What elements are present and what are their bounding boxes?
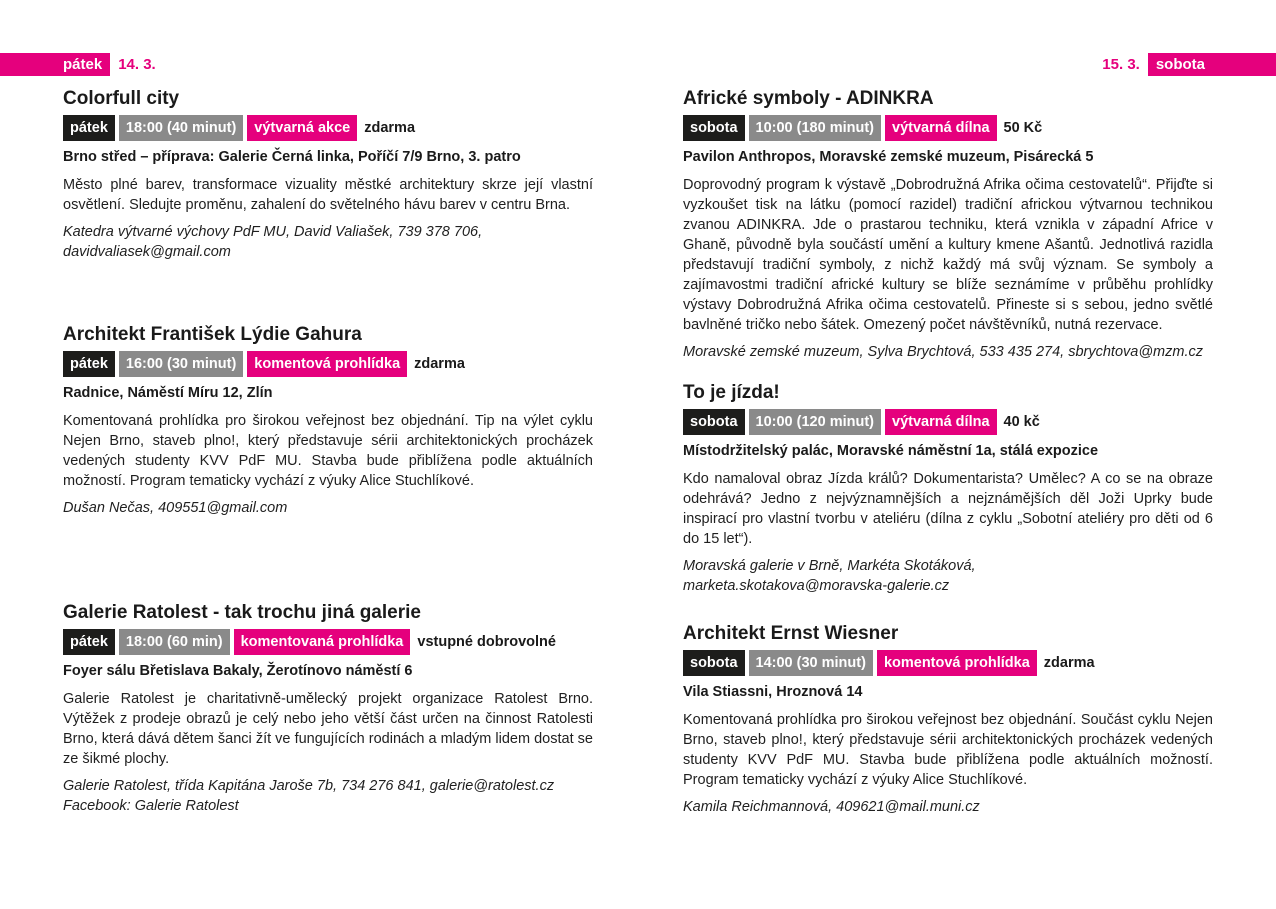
contact-line[interactable]: Dušan Nečas, 409551@gmail.com bbox=[63, 500, 288, 516]
right-date-label: 15. 3. bbox=[1102, 56, 1140, 73]
event-to-je-jizda bbox=[683, 380, 1213, 596]
type-tag: komentovaná prohlídka bbox=[234, 629, 411, 655]
contact-email[interactable]: davidvaliasek@gmail.com bbox=[63, 244, 231, 260]
price-label: vstupné dobrovolné bbox=[417, 634, 556, 650]
event-tags bbox=[683, 409, 1213, 435]
type-tag: výtvarná dílna bbox=[885, 115, 997, 141]
event-title: Galerie Ratolest - tak trochu jiná galerie bbox=[63, 602, 421, 623]
event-place: Místodržitelský palác, Moravské náměstní 1a, stálá expozice bbox=[683, 443, 1099, 459]
event-description: Galerie Ratolest je charitativně-umělecký projekt organizace Ratolest Brno. Výtěžek z prodeje obrazů je celý nebo jeho větší část určen na činnost Ratolesti Brno, která dává dětem šanci žít ve fungujících rodinách a mladým lidem dostat se ze šikmé plochy. bbox=[63, 691, 593, 767]
event-contact bbox=[683, 342, 1213, 362]
left-page-header bbox=[0, 53, 164, 76]
event-tags bbox=[63, 115, 593, 141]
type-tag: komentová prohlídka bbox=[877, 650, 1037, 676]
day-tag: sobota bbox=[683, 409, 745, 435]
type-tag: výtvarná akce bbox=[247, 115, 357, 141]
event-contact bbox=[63, 776, 593, 816]
price-label: zdarma bbox=[1043, 655, 1095, 671]
time-tag: 18:00 (60 min) bbox=[119, 629, 230, 655]
time-tag: 10:00 (120 minut) bbox=[749, 409, 881, 435]
day-tag: pátek bbox=[63, 115, 115, 141]
time-tag: 14:00 (30 minut) bbox=[749, 650, 873, 676]
price-label: 40 kč bbox=[1003, 414, 1040, 430]
day-tag: pátek bbox=[63, 629, 115, 655]
event-place: Brno střed – příprava: Galerie Černá linka, Poříčí 7/9 Brno, 3. patro bbox=[63, 149, 521, 165]
event-place: Radnice, Náměstí Míru 12, Zlín bbox=[63, 385, 273, 401]
right-day-label: sobota bbox=[1148, 53, 1276, 76]
price-label: 50 Kč bbox=[1003, 120, 1043, 136]
event-title: Architekt Ernst Wiesner bbox=[683, 623, 899, 644]
event-place: Pavilon Anthropos, Moravské zemské muzeum, Pisárecká 5 bbox=[683, 149, 1094, 165]
contact-line[interactable]: Galerie Ratolest, třída Kapitána Jaroše 7b, 734 276 841, galerie@ratolest.cz bbox=[63, 778, 555, 794]
event-place: Foyer sálu Břetislava Bakaly, Žerotínovo náměstí 6 bbox=[63, 663, 413, 679]
event-colorfull-city bbox=[63, 86, 593, 262]
event-contact bbox=[63, 498, 593, 518]
type-tag: výtvarná dílna bbox=[885, 409, 997, 435]
event-tags bbox=[63, 629, 593, 655]
price-label: zdarma bbox=[364, 120, 416, 136]
event-contact bbox=[683, 797, 1213, 817]
day-tag: pátek bbox=[63, 351, 115, 377]
event-title: Colorfull city bbox=[63, 88, 180, 109]
event-place: Vila Stiassni, Hroznová 14 bbox=[683, 684, 863, 700]
event-description: Komentovaná prohlídka pro širokou veřejnost bez objednání. Tip na výlet cyklu Nejen Brno, staveb plno!, který představuje sérii architektonických procházek vedených studenty KVV PdF MU. Stavba bude přiblížena podle aktuálních možností. Program tematicky vychází z výuky Alice Stuchlíkové. bbox=[63, 413, 593, 489]
event-contact bbox=[63, 222, 593, 262]
event-tags bbox=[683, 115, 1213, 141]
price-label: zdarma bbox=[414, 356, 465, 372]
event-gahura bbox=[63, 322, 593, 518]
event-description: Doprovodný program k výstavě „Dobrodružná Afrika očima cestovatelů“. Přijďte si vyzkoušet tisk na látku (pomocí razidel) tradiční africkou výtvarnou technikou zvanou ADINKRA. Jde o prastarou techniku, která vznikla v západní Africe v Ghaně, původně byla součástí umění a kultury kmene Ašantů. Jednotlivá razidla představují tradiční symboly, z nichž každý má svůj význam. Se symboly a zajímavostmi tradiční africké kultury se blíže seznámíme v průběhu prohlídky výstavy Dobrodružná Afrika očima cestovatelů. Přineste si s sebou, jedno světlé bavlněné tričko nebo šátek. Omezený počet návštěvníků, nutná rezervace. bbox=[683, 177, 1213, 333]
event-adinkra bbox=[683, 86, 1213, 362]
event-description: Město plné barev, transformace vizuality městké architektury skrze její vlastní osvětlení. Sledujte proměnu, zahalení do světelného hávu barev v centru Brna. bbox=[63, 177, 593, 213]
day-tag: sobota bbox=[683, 650, 745, 676]
event-description: Kdo namaloval obraz Jízda králů? Dokumentarista? Umělec? A co se na obraze odehrává? Jedno z nejvýznamnějších a nejznámějších děl Joži Uprky bude inspirací pro vlastní tvorbu v ateliéru (dílna z cyklu „Sobotní ateliéry pro děti od 6 do 15 let“). bbox=[683, 471, 1213, 547]
right-page-header bbox=[1094, 53, 1276, 76]
event-title: To je jízda! bbox=[683, 382, 780, 403]
left-date-label: 14. 3. bbox=[118, 56, 156, 73]
time-tag: 16:00 (30 minut) bbox=[119, 351, 243, 377]
event-contact bbox=[683, 556, 1213, 596]
contact-line: Moravská galerie v Brně, Markéta Skotáková, bbox=[683, 558, 976, 574]
left-day-label: pátek bbox=[0, 53, 110, 76]
contact-email[interactable]: marketa.skotakova@moravska-galerie.cz bbox=[683, 578, 950, 594]
event-tags bbox=[63, 351, 593, 377]
event-description: Komentovaná prohlídka pro širokou veřejnost bez objednání. Součást cyklu Nejen Brno, staveb plno!, který představuje sérii architektonických procházek vedených studenty KVV PdF MU. Stavba bude přiblížena podle aktuálních možností. Program tematicky vychází z výuky Alice Stuchlíkové. bbox=[683, 712, 1213, 788]
event-title: Africké symboly - ADINKRA bbox=[683, 88, 934, 109]
day-tag: sobota bbox=[683, 115, 745, 141]
contact-line[interactable]: Kamila Reichmannová, 409621@mail.muni.cz bbox=[683, 799, 980, 815]
time-tag: 18:00 (40 minut) bbox=[119, 115, 243, 141]
contact-line[interactable]: Moravské zemské muzeum, Sylva Brychtová, 533 435 274, sbrychtova@mzm.cz bbox=[683, 344, 1203, 360]
type-tag: komentová prohlídka bbox=[247, 351, 407, 377]
event-wiesner bbox=[683, 621, 1213, 817]
contact-facebook: Facebook: Galerie Ratolest bbox=[63, 798, 239, 814]
event-tags bbox=[683, 650, 1213, 676]
time-tag: 10:00 (180 minut) bbox=[749, 115, 881, 141]
event-title: Architekt František Lýdie Gahura bbox=[63, 324, 362, 345]
event-galerie-ratolest bbox=[63, 600, 593, 816]
contact-line: Katedra výtvarné výchovy PdF MU, David Valiašek, 739 378 706, bbox=[63, 224, 483, 240]
